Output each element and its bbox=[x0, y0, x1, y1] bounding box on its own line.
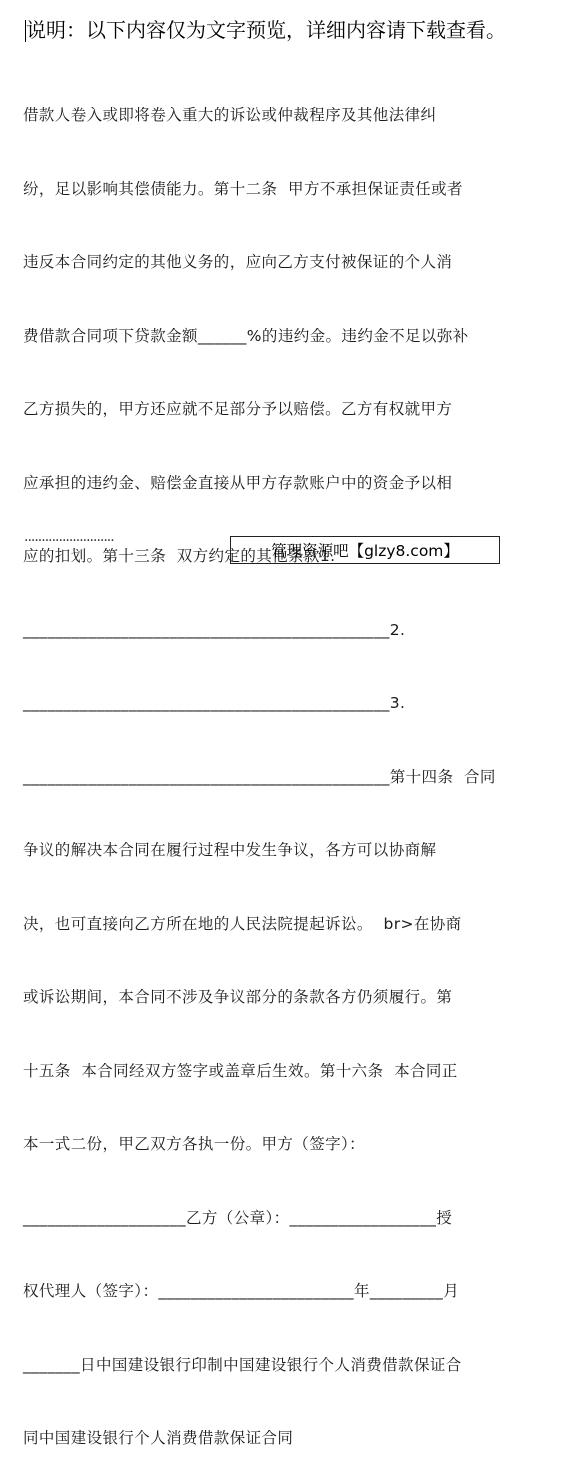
document-line: 决，也可直接向乙方所在地的人民法院提起诉讼。 br>在协商 bbox=[23, 914, 462, 933]
document-line: _______日中国建设银行印制中国建设银行个人消费借款保证合 bbox=[23, 1355, 462, 1374]
preview-notice: 说明：以下内容仅为文字预览，详细内容请下载查看。 bbox=[26, 18, 506, 42]
document-line: 本一式二份，甲乙双方各执一份。甲方（签字）： bbox=[23, 1135, 366, 1153]
truncation-dots: ·························· bbox=[24, 533, 114, 549]
document-line: 同中国建设银行个人消费借款保证合同 bbox=[23, 1429, 294, 1447]
document-line: 权代理人（签字）：________________________年_________月 bbox=[23, 1282, 460, 1300]
document-line: 乙方损失的，甲方还应就不足部分予以赔偿。乙方有权就甲方 bbox=[23, 400, 453, 418]
document-line: 或诉讼期间，本合同不涉及争议部分的条款各方仍须履行。第 bbox=[23, 988, 453, 1006]
document-line: 十五条 本合同经双方签字或盖章后生效。第十六条 本合同正 bbox=[23, 1061, 458, 1080]
document-line: _____________________________________________2. bbox=[23, 620, 406, 639]
document-body bbox=[23, 54, 557, 1475]
document-line: 违反本合同约定的其他义务的，应向乙方支付被保证的个人消 bbox=[23, 253, 453, 271]
document-line: 纷，足以影响其偿债能力。第十二条 甲方不承担保证责任或者 bbox=[23, 179, 463, 198]
document-line: 费借款合同项下贷款金额______%的违约金。违约金不足以弥补 bbox=[23, 326, 469, 345]
document-line: 应承担的违约金、赔偿金直接从甲方存款账户中的资金予以相 bbox=[23, 473, 453, 492]
document-line: ____________________乙方（公章）：__________________授 bbox=[23, 1208, 453, 1227]
document-line: _____________________________________________3. bbox=[23, 694, 406, 712]
document-line: _____________________________________________第十四条 合同 bbox=[23, 767, 496, 786]
document-line: 争议的解决本合同在履行过程中发生争议，各方可以协商解 bbox=[23, 841, 437, 859]
site-banner-link[interactable]: 管理资源吧【glzy8.com】 bbox=[230, 536, 500, 564]
document-line: 借款人卷入或即将卷入重大的诉讼或仲裁程序及其他法律纠 bbox=[23, 106, 437, 124]
document-line: 应的扣划。第十三条 双方约定的其他条款1. bbox=[23, 547, 336, 565]
